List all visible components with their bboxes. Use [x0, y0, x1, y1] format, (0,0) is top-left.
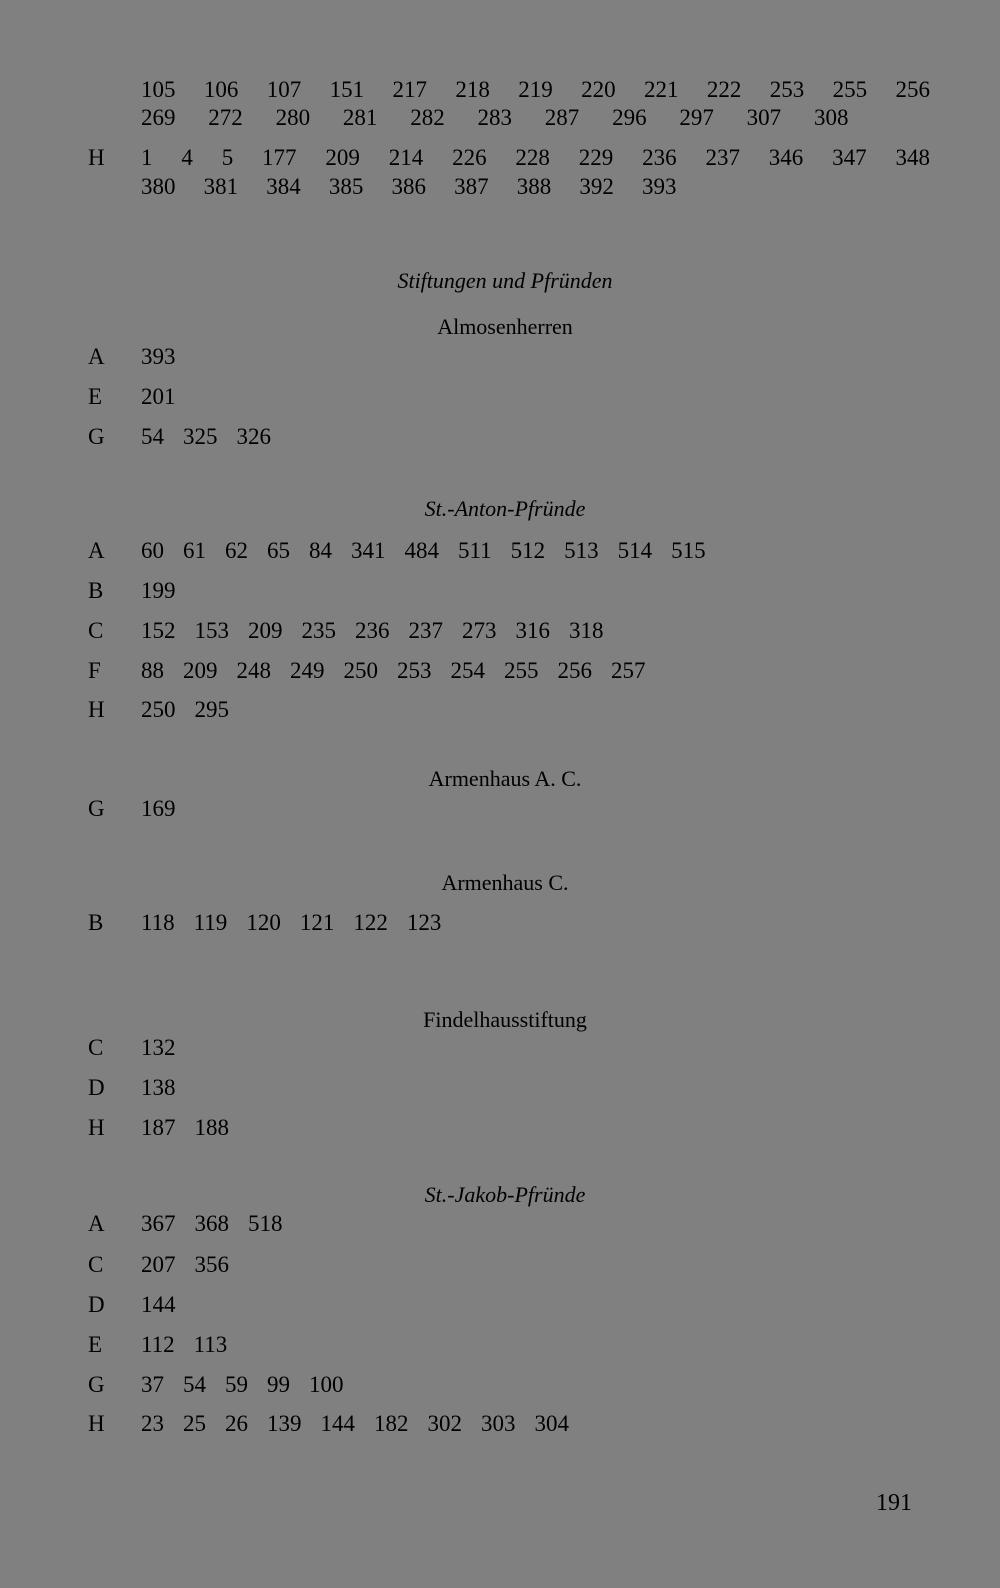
- page-reference: 217: [392, 77, 427, 102]
- index-row: [88, 695, 930, 725]
- index-row: [88, 1409, 930, 1439]
- row-letter: C: [88, 618, 104, 643]
- number-list: [141, 908, 930, 938]
- row-letter: C: [88, 1252, 104, 1277]
- page-reference: 65: [267, 538, 290, 563]
- page-reference: 118: [141, 910, 175, 935]
- page-reference: 341: [351, 538, 386, 563]
- number-list: [141, 536, 930, 566]
- page-reference: 511: [458, 538, 492, 563]
- number-list: [141, 1073, 930, 1103]
- index-row: [88, 382, 930, 412]
- row-letter: D: [88, 1292, 105, 1317]
- page-reference: 221: [644, 77, 679, 102]
- page-reference: 254: [450, 658, 485, 683]
- page-reference: 236: [355, 618, 390, 643]
- page-reference: 512: [510, 538, 546, 563]
- index-row: [88, 342, 930, 372]
- page-reference: 122: [353, 910, 388, 935]
- page-reference: 209: [325, 145, 360, 170]
- page-reference: 106: [203, 77, 239, 102]
- page-reference: 207: [141, 1252, 176, 1277]
- page-reference: 62: [225, 538, 248, 563]
- continuation-row-2: [88, 103, 930, 133]
- page-reference: 393: [642, 174, 677, 199]
- page-reference: 255: [832, 77, 868, 102]
- page-reference: 105: [141, 77, 176, 102]
- page-reference: 139: [267, 1411, 302, 1436]
- number-list: [141, 1209, 930, 1239]
- page-reference: 107: [266, 77, 302, 102]
- index-row: [88, 616, 930, 646]
- page-reference: 144: [141, 1292, 176, 1317]
- page-reference: 303: [481, 1411, 516, 1436]
- page-reference: 308: [813, 105, 849, 130]
- page-reference: 316: [515, 618, 550, 643]
- row-letter: F: [88, 658, 101, 683]
- row-letter: H: [88, 697, 105, 722]
- page-reference: 515: [671, 538, 706, 563]
- page-reference: 257: [611, 658, 646, 683]
- page-reference: 356: [194, 1252, 229, 1277]
- index-row: [88, 422, 930, 452]
- index-row: [88, 1073, 930, 1103]
- page-reference: 112: [141, 1332, 175, 1357]
- index-row: [88, 1209, 930, 1239]
- page-reference: 182: [374, 1411, 409, 1436]
- page-reference: 282: [410, 105, 445, 130]
- page-reference: 187: [141, 1115, 176, 1140]
- page-reference: 1: [141, 145, 153, 170]
- page-reference: 381: [203, 174, 239, 199]
- page-reference: 99: [267, 1372, 290, 1397]
- index-row: [88, 1290, 930, 1320]
- page-reference: 250: [343, 658, 378, 683]
- page-reference: 61: [183, 538, 206, 563]
- continuation-row-h: [88, 143, 930, 173]
- row-letter: D: [88, 1075, 105, 1100]
- page-reference: 250: [141, 697, 176, 722]
- number-list: [141, 656, 930, 686]
- row-letter: H: [88, 1115, 105, 1140]
- page-reference: 367: [141, 1211, 176, 1236]
- number-list: [141, 75, 930, 105]
- page-reference: 5: [221, 145, 234, 170]
- page-reference: 138: [141, 1075, 176, 1100]
- number-list: [141, 1290, 930, 1320]
- page-reference: 220: [581, 77, 616, 102]
- page-reference: 297: [679, 105, 714, 130]
- continuation-row-h-2: [88, 172, 930, 202]
- page-reference: 219: [518, 77, 553, 102]
- row-letter: B: [88, 578, 104, 603]
- page-reference: 302: [427, 1411, 462, 1436]
- page-reference: 177: [262, 145, 297, 170]
- page-reference: 253: [769, 77, 805, 102]
- number-list: [141, 1409, 930, 1439]
- page-reference: 281: [342, 105, 378, 130]
- group-title: Armenhaus C.: [441, 870, 569, 895]
- row-letter: C: [88, 1035, 104, 1060]
- page-reference: 84: [309, 538, 332, 563]
- page-reference: 121: [299, 910, 335, 935]
- page-reference: 388: [516, 174, 552, 199]
- page-reference: 318: [569, 618, 604, 643]
- page-reference: 201: [141, 384, 176, 409]
- row-letter: G: [88, 796, 105, 821]
- number-list: [141, 103, 849, 133]
- row-letter: E: [88, 1332, 103, 1357]
- page-reference: 120: [246, 910, 281, 935]
- row-letter: G: [88, 424, 105, 449]
- number-list: [141, 1370, 930, 1400]
- number-list: [141, 342, 930, 372]
- row-letter: E: [88, 384, 103, 409]
- page-reference: 514: [617, 538, 653, 563]
- index-row: [88, 794, 930, 824]
- page-reference: 26: [225, 1411, 248, 1436]
- page-reference: 269: [141, 105, 176, 130]
- page-reference: 287: [544, 105, 580, 130]
- page-reference: 60: [141, 538, 164, 563]
- page-reference: 113: [193, 1332, 228, 1357]
- page-reference: 295: [194, 697, 229, 722]
- page-reference: 151: [329, 77, 365, 102]
- index-row: [88, 1250, 930, 1280]
- row-letter: G: [88, 1372, 105, 1397]
- page-reference: 214: [388, 145, 424, 170]
- number-list: [141, 1113, 930, 1143]
- row-letter: B: [88, 910, 104, 935]
- page-reference: 236: [642, 145, 677, 170]
- page-reference: 209: [248, 618, 283, 643]
- page-reference: 304: [534, 1411, 569, 1436]
- index-row: [88, 536, 930, 566]
- group-title: Findelhausstiftung: [423, 1007, 587, 1032]
- page-reference: 153: [194, 618, 229, 643]
- page-reference: 387: [454, 174, 489, 199]
- page-reference: 296: [612, 105, 647, 130]
- group-title: St.-Anton-Pfründe: [424, 496, 586, 521]
- page-reference: 384: [266, 174, 301, 199]
- page-reference: 380: [141, 174, 176, 199]
- number-list: [141, 382, 930, 412]
- page-reference: 188: [194, 1115, 229, 1140]
- page-reference: 209: [183, 658, 218, 683]
- page-reference: 169: [141, 796, 176, 821]
- page-reference: 237: [408, 618, 443, 643]
- page-reference: 248: [236, 658, 271, 683]
- page-reference: 346: [768, 145, 804, 170]
- page-reference: 37: [141, 1372, 164, 1397]
- row-letter: A: [88, 1211, 105, 1236]
- page-reference: 218: [455, 77, 490, 102]
- page-reference: 513: [564, 538, 599, 563]
- page-reference: 518: [248, 1211, 283, 1236]
- row-letter: A: [88, 538, 105, 563]
- page-reference: 307: [746, 105, 782, 130]
- page-reference: 256: [557, 658, 592, 683]
- page-reference: 152: [141, 618, 176, 643]
- page-reference: 54: [183, 1372, 206, 1397]
- page-reference: 484: [404, 538, 439, 563]
- row-letter: H: [88, 145, 105, 170]
- page-reference: 347: [832, 145, 867, 170]
- page-reference: 229: [578, 145, 614, 170]
- page-reference: 119: [193, 910, 228, 935]
- continuation-row-1: [88, 75, 930, 105]
- index-row: [88, 656, 930, 686]
- number-list: [141, 422, 930, 452]
- page-reference: 253: [397, 658, 432, 683]
- page-number: 191: [876, 1490, 912, 1516]
- page-reference: 226: [452, 145, 487, 170]
- row-letter: H: [88, 1411, 105, 1436]
- page-reference: 222: [706, 77, 742, 102]
- page-reference: 273: [462, 618, 497, 643]
- page-reference: 235: [301, 618, 336, 643]
- index-row: [88, 1330, 930, 1360]
- number-list: [141, 1033, 930, 1063]
- index-row: [88, 1113, 930, 1143]
- page-reference: 144: [320, 1411, 355, 1436]
- number-list: [141, 1250, 930, 1280]
- number-list: [141, 695, 930, 725]
- number-list: [141, 576, 930, 606]
- number-list: [141, 143, 930, 173]
- page-reference: 100: [309, 1372, 344, 1397]
- page-reference: 392: [579, 174, 614, 199]
- page-reference: 132: [141, 1035, 176, 1060]
- page-reference: 280: [275, 105, 311, 130]
- page-reference: 199: [141, 578, 176, 603]
- page-reference: 393: [141, 344, 176, 369]
- group-title: St.-Jakob-Pfründe: [424, 1182, 586, 1207]
- index-row: [88, 908, 930, 938]
- page-reference: 256: [895, 77, 930, 102]
- page-reference: 25: [183, 1411, 206, 1436]
- group-title: Armenhaus A. C.: [428, 766, 582, 791]
- page-reference: 228: [515, 145, 550, 170]
- page-reference: 348: [895, 145, 930, 170]
- page-reference: 59: [225, 1372, 248, 1397]
- page-reference: 283: [477, 105, 512, 130]
- page-reference: 4: [181, 145, 193, 170]
- row-letter: A: [88, 344, 105, 369]
- page-reference: 326: [236, 424, 271, 449]
- page-reference: 386: [391, 174, 426, 199]
- index-row: [88, 1033, 930, 1063]
- page-reference: 237: [705, 145, 740, 170]
- index-row: [88, 576, 930, 606]
- number-list: [141, 172, 677, 202]
- page-reference: 88: [141, 658, 164, 683]
- page-reference: 272: [208, 105, 243, 130]
- page-reference: 385: [328, 174, 364, 199]
- page-reference: 54: [141, 424, 164, 449]
- page-reference: 23: [141, 1411, 164, 1436]
- section-title: Stiftungen und Pfründen: [397, 268, 613, 293]
- number-list: [141, 1330, 930, 1360]
- page-reference: 123: [406, 910, 442, 935]
- page-reference: 255: [504, 658, 539, 683]
- index-row: [88, 1370, 930, 1400]
- page-reference: 325: [183, 424, 218, 449]
- page-reference: 249: [290, 658, 325, 683]
- group-title: Almosenherren: [437, 314, 573, 339]
- number-list: [141, 616, 930, 646]
- number-list: [141, 794, 930, 824]
- page-reference: 368: [194, 1211, 229, 1236]
